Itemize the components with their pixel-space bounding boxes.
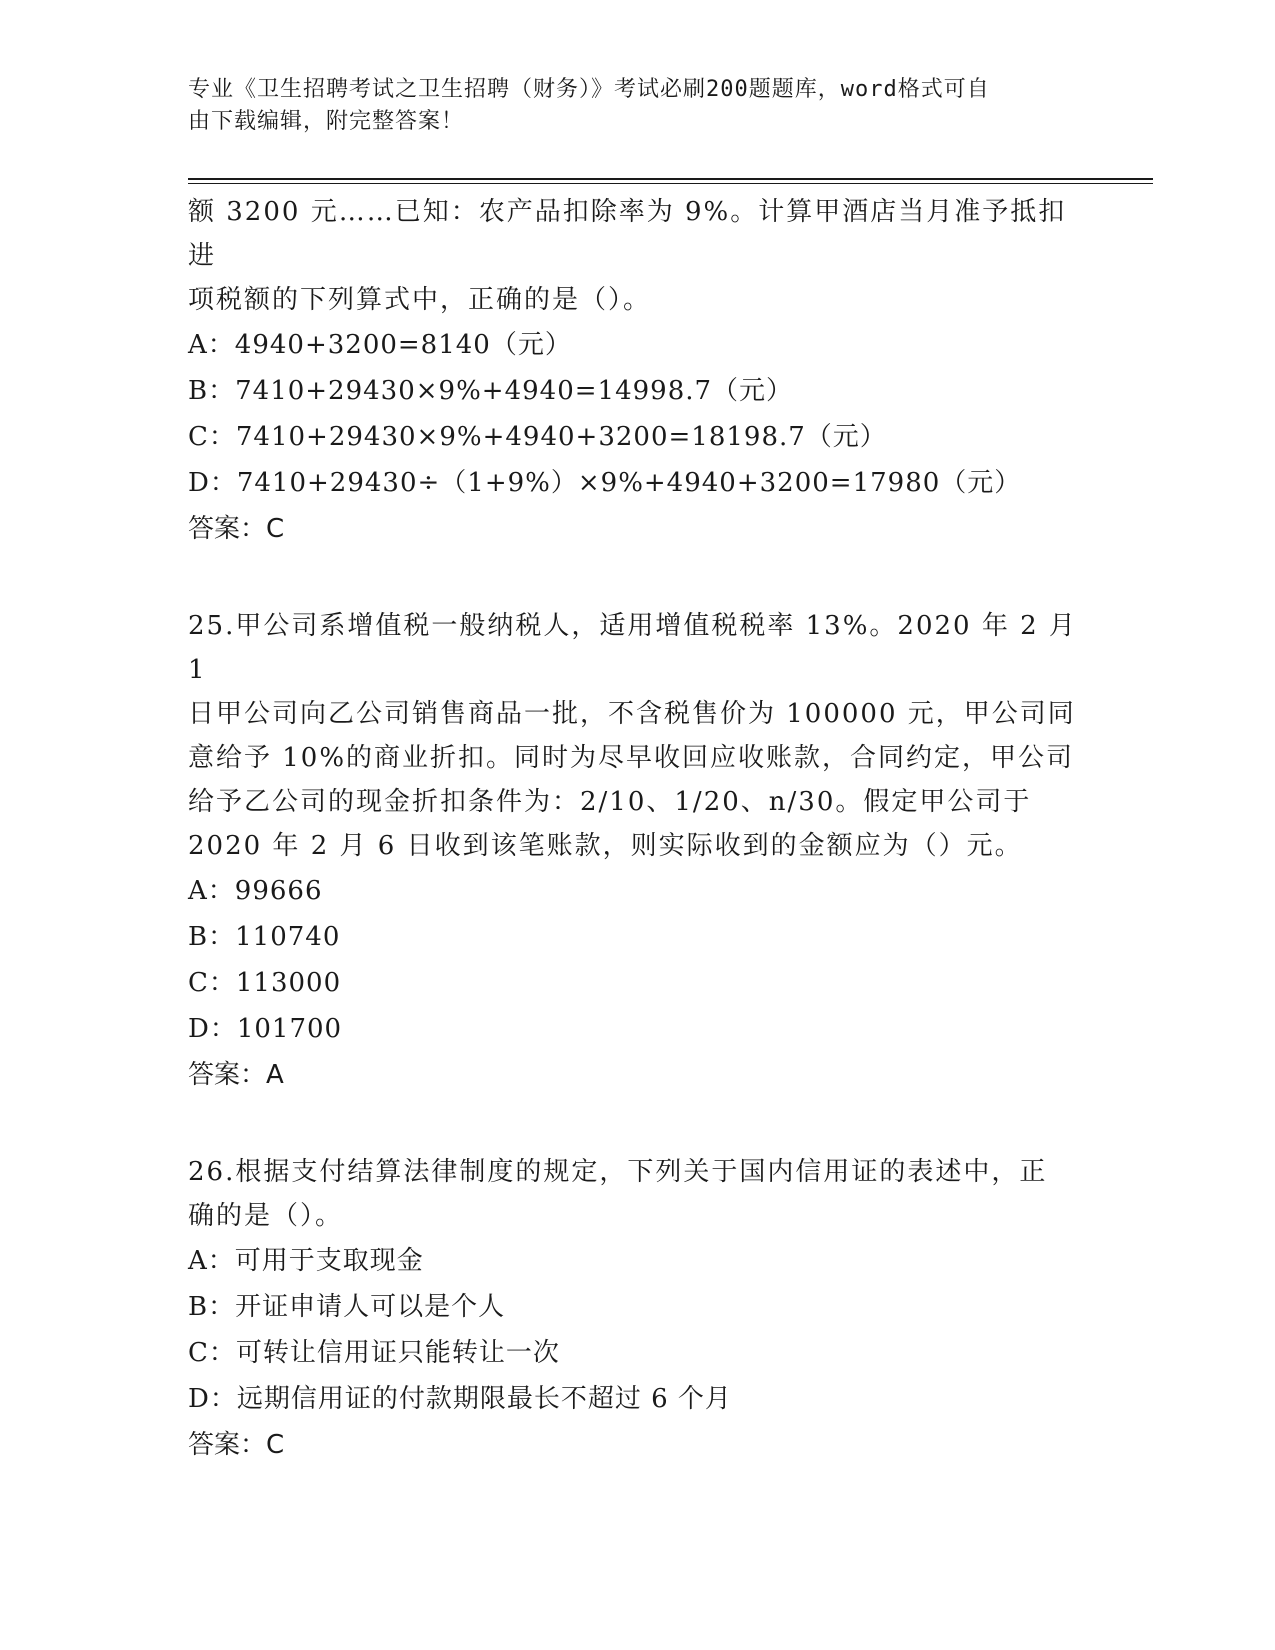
question-content <box>188 190 1088 1468</box>
option-b: B：110740 <box>188 922 341 952</box>
option-c: C：可转让信用证只能转让一次 <box>188 1338 560 1368</box>
question-stem-line: 日甲公司向乙公司销售商品一批，不含税售价为 100000 元，甲公司同 <box>188 699 1076 729</box>
header-divider-thick <box>188 178 1153 180</box>
question-stem-line: 项税额的下列算式中，正确的是（）。 <box>188 285 652 315</box>
question-stem-line: 给予乙公司的现金折扣条件为：2/10、1/20、n/30。假定甲公司于 <box>188 787 1032 817</box>
option-d: D：远期信用证的付款期限最长不超过 6 个月 <box>188 1384 732 1414</box>
answer-line: 答案：A <box>188 1060 284 1090</box>
question-stem-line: 2020 年 2 月 6 日收到该笔账款，则实际收到的金额应为（）元。 <box>188 831 1023 861</box>
option-a: A：99666 <box>188 876 323 906</box>
header-line-2: 由下载编辑，附完整答案！ <box>188 109 465 134</box>
option-d: D：7410+29430÷（1+9%）×9%+4940+3200=17980（元） <box>188 468 1022 498</box>
option-b: B：开证申请人可以是个人 <box>188 1292 506 1322</box>
option-c: C：113000 <box>188 968 342 998</box>
option-b: B：7410+29430×9%+4940=14998.7（元） <box>188 376 794 406</box>
question-stem-line: 意给予 10%的商业折扣。同时为尽早收回应收账款，合同约定，甲公司 <box>188 743 1075 773</box>
option-d: D：101700 <box>188 1014 343 1044</box>
answer-line: 答案：C <box>188 514 285 544</box>
answer-line: 答案：C <box>188 1430 285 1460</box>
option-a: A：4940+3200=8140（元） <box>188 330 572 360</box>
question-stem-line: 25.甲公司系增值税一般纳税人，适用增值税税率 13%。2020 年 2 月 1 <box>188 611 1077 685</box>
document-header <box>188 74 1088 138</box>
question-stem-line: 额 3200 元……已知：农产品扣除率为 9%。计算甲酒店当月准予抵扣进 <box>188 197 1067 271</box>
question-26 <box>188 1150 1088 1468</box>
question-24 <box>188 190 1088 552</box>
question-stem-line: 26.根据支付结算法律制度的规定，下列关于国内信用证的表述中，正 <box>188 1157 1048 1187</box>
question-stem-line: 确的是（）。 <box>188 1201 344 1231</box>
header-divider-thin <box>188 183 1153 184</box>
option-c: C：7410+29430×9%+4940+3200=18198.7（元） <box>188 422 887 452</box>
header-line-1: 专业《卫生招聘考试之卫生招聘（财务）》考试必刷200题题库，word格式可自 <box>188 77 990 102</box>
question-25 <box>188 604 1088 1098</box>
option-a: A：可用于支取现金 <box>188 1246 424 1276</box>
spacer <box>188 1098 1088 1150</box>
spacer <box>188 552 1088 604</box>
